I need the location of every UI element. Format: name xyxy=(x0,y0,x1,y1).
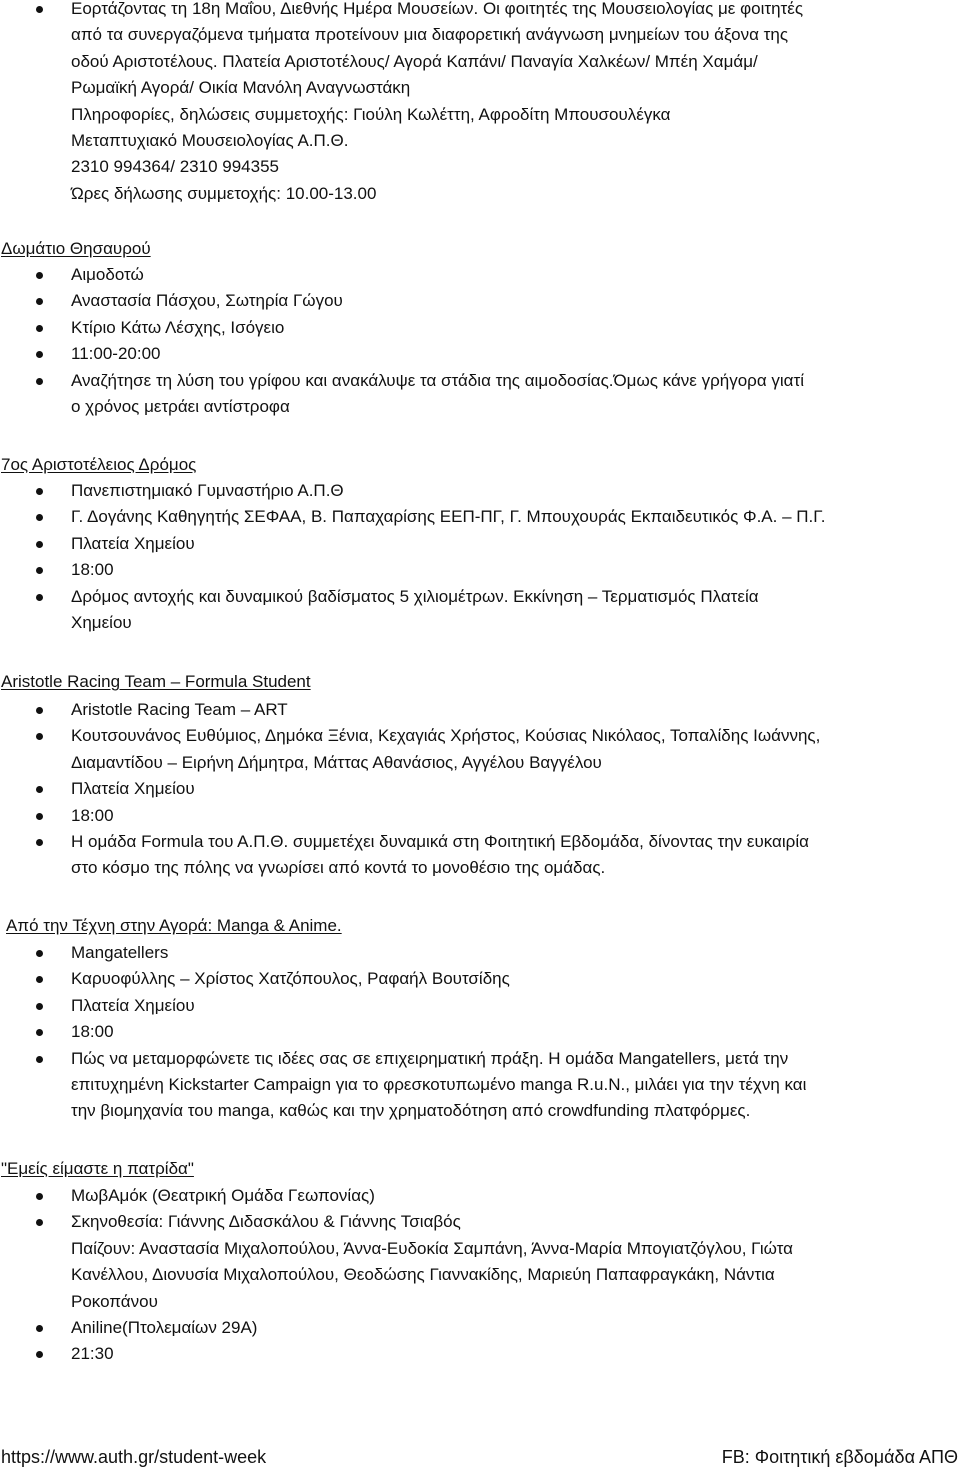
list-item-text: Κουτσουνάνος Ευθύμιος, Δημόκα Ξένια, Κεχαγιάς Χρήστος, Κούσιας Νικόλαος, Τοπαλίδης Ιωάννης, xyxy=(71,726,821,746)
bullet-icon xyxy=(36,813,43,820)
bullet-icon xyxy=(36,1351,43,1358)
list-item xyxy=(0,504,960,530)
bullet-icon xyxy=(36,733,43,740)
intro-block xyxy=(0,0,960,207)
list-item-text: Πώς να μεταμορφώνετε τις ιδέες σας σε επιχειρηματική πράξη. Η ομάδα Mangatellers, μετά την xyxy=(71,1048,789,1068)
list-item-text: Κτίριο Κάτω Λέσχης, Ισόγειο xyxy=(71,317,285,337)
info-hours: Ώρες δήλωσης συμμετοχής: 10.00-13.00 xyxy=(71,183,377,203)
list-item-text: Παίζουν: Αναστασία Μιχαλοπούλου, Άννα-Ευδοκία Σαμπάνη, Άννα-Μαρία Μπογιατζόγλου, Γιώτα xyxy=(71,1238,793,1258)
intro-text-line: Εορτάζοντας τη 18η Μαΐου, Διεθνής Ημέρα Μουσείων. Οι φοιτητές της Μουσειολογίας με φοιτητές xyxy=(71,0,804,18)
list-item-text: ο χρόνος μετράει αντίστροφα xyxy=(71,397,290,417)
list-item-text: Πλατεία Χημείου xyxy=(71,779,195,799)
bullet-icon xyxy=(36,1219,43,1226)
list-item xyxy=(0,1341,960,1367)
list-item-text: Καρυοφύλλης – Χρίστος Χατζόπουλος, Ραφαήλ Βουτσίδης xyxy=(71,969,510,989)
section-list xyxy=(0,478,960,636)
section-heading: Aristotle Racing Team – Formula Student xyxy=(1,672,311,691)
bullet-icon xyxy=(36,594,43,601)
section-heading: 7ος Αριστοτέλειος Δρόμος xyxy=(1,455,197,474)
list-item xyxy=(0,478,960,504)
list-item-text: Πλατεία Χημείου xyxy=(71,533,195,553)
bullet-icon xyxy=(36,950,43,957)
list-item-text: Διαμαντίδου – Ειρήνη Δήμητρα, Μάττας Αθανάσιος, Αγγέλου Βαγγέλου xyxy=(71,752,602,772)
list-item-text: στο κόσμο της πόλης να γνωρίσει από κοντά το μονοθέσιο της ομάδας. xyxy=(71,858,606,878)
section-heading: "Εμείς είμαστε η πατρίδα" xyxy=(1,1159,194,1178)
list-item xyxy=(0,531,960,557)
list-item xyxy=(0,557,960,583)
list-item xyxy=(0,1209,960,1315)
list-item-text: 11:00-20:00 xyxy=(71,344,161,364)
list-item xyxy=(0,803,960,829)
list-item-text: την βιομηχανία του manga, καθώς και την χρηματοδότηση από crowdfunding πλατφόρμες. xyxy=(71,1101,751,1121)
list-item xyxy=(0,584,960,637)
bullet-icon xyxy=(36,272,43,279)
bullet-icon xyxy=(36,514,43,521)
list-item-text: 21:30 xyxy=(71,1344,114,1364)
intro-list-item xyxy=(0,0,960,102)
bullet-icon xyxy=(36,6,43,13)
list-item xyxy=(0,1019,960,1045)
list-item-text: ΜωβΑμόκ (Θεατρική Ομάδα Γεωπονίας) xyxy=(71,1186,375,1205)
intro-text-line: από τα συνεργαζόμενα τμήματα προτείνουν μια διαφορετική ανάγνωση μνημείων του άξονα της xyxy=(71,25,789,45)
list-item xyxy=(0,829,960,882)
list-item-text: Πλατεία Χημείου xyxy=(71,995,195,1015)
bullet-icon xyxy=(36,839,43,846)
list-item xyxy=(0,368,960,421)
list-item xyxy=(0,288,960,314)
bullet-icon xyxy=(36,298,43,305)
section-heading: Δωμάτιο Θησαυρού xyxy=(1,239,151,258)
page-footer xyxy=(0,1444,960,1470)
list-item-text: Κανέλλου, Διονυσία Μιχαλοπούλου, Θεοδώσης Γιαννακίδης, Μαριεύη Παπαφραγκάκη, Νάντια xyxy=(71,1265,775,1285)
list-item-text: Aristotle Racing Team – ART xyxy=(71,700,288,719)
list-item xyxy=(0,993,960,1019)
section-heading: Από την Τέχνη στην Αγορά: Manga & Anime. xyxy=(6,916,342,935)
list-item-text: Πανεπιστημιακό Γυμναστήριο Α.Π.Θ xyxy=(71,481,344,500)
list-item xyxy=(0,966,960,992)
list-item-text: Ροκοπάνου xyxy=(71,1291,158,1311)
bullet-icon xyxy=(36,707,43,714)
bullet-icon xyxy=(36,1325,43,1332)
list-item-text: Αναζήτησε τη λύση του γρίφου και ανακάλυψε τα στάδια της αιμοδοσίας.Όμως κάνε γρήγορα γιατί xyxy=(71,370,804,390)
bullet-icon xyxy=(36,1193,43,1200)
intro-text-line: οδού Αριστοτέλους. Πλατεία Αριστοτέλους/ Αγορά Καπάνι/ Παναγία Χαλκέων/ Μπέη Χαμάμ/ xyxy=(71,51,758,71)
list-item-text: Η ομάδα Formula του Α.Π.Θ. συμμετέχει δυναμικά στη Φοιτητική Εβδομάδα, δίνοντας την ευκαιρία xyxy=(71,832,809,852)
list-item-text: 18:00 xyxy=(71,1022,114,1042)
info-department: Μεταπτυχιακό Μουσειολογίας Α.Π.Θ. xyxy=(71,131,349,151)
bullet-icon xyxy=(36,567,43,574)
list-item-text: Γ. Δογάνης Καθηγητής ΣΕΦΑΑ, Β. Παπαχαρίσης ΕΕΠ-ΠΓ, Γ. Μπουχουράς Εκπαιδευτικός Φ.Α. – Π.Γ. xyxy=(71,507,826,527)
list-item xyxy=(0,1183,960,1209)
list-item xyxy=(0,723,960,776)
list-item xyxy=(0,341,960,367)
bullet-icon xyxy=(36,1003,43,1010)
footer-url-link[interactable]: https://www.auth.gr/student-week xyxy=(1,1447,267,1467)
list-item xyxy=(0,1046,960,1125)
list-item xyxy=(0,776,960,802)
list-item xyxy=(0,940,960,966)
bullet-icon xyxy=(36,378,43,385)
bullet-icon xyxy=(36,1029,43,1036)
intro-text-line: Ρωμαϊκή Αγορά/ Οικία Μανόλη Αναγνωστάκη xyxy=(71,78,411,98)
bullet-icon xyxy=(36,488,43,495)
list-item-text: Σκηνοθεσία: Γιάννης Διδασκάλου & Γιάννης Τσιαβός xyxy=(71,1212,461,1232)
info-contacts: Πληροφορίες, δηλώσεις συμμετοχής: Γιούλη Κωλέττη, Αφροδίτη Μπουσουλέγκα xyxy=(71,104,671,124)
list-item-text: Αναστασία Πάσχου, Σωτηρία Γώγου xyxy=(71,291,343,311)
list-item-text: επιτυχημένη Kickstarter Campaign για το φρεσκοτυπωμένο manga R.u.N., μιλάει για την τέχνη και xyxy=(71,1075,807,1095)
bullet-icon xyxy=(36,1056,43,1063)
list-item xyxy=(0,697,960,723)
list-item-text: 18:00 xyxy=(71,560,114,580)
list-item xyxy=(0,315,960,341)
bullet-icon xyxy=(36,541,43,548)
bullet-icon xyxy=(36,351,43,358)
section-list xyxy=(0,697,960,882)
list-item-text: Αιμοδοτώ xyxy=(71,265,144,284)
footer-facebook: FB: Φοιτητική εβδομάδα ΑΠΘ xyxy=(721,1447,958,1467)
list-item-text: Mangatellers xyxy=(71,943,169,962)
bullet-icon xyxy=(36,325,43,332)
list-item-text: Aniline(Πτολεμαίων 29Α) xyxy=(71,1318,258,1338)
list-item xyxy=(0,1315,960,1341)
section-list xyxy=(0,940,960,1125)
info-phone: 2310 994364/ 2310 994355 xyxy=(71,157,279,177)
list-item-text: Δρόμος αντοχής και δυναμικού βαδίσματος 5 χιλιομέτρων. Εκκίνηση – Τερματισμός Πλατεία xyxy=(71,586,759,606)
section-list xyxy=(0,1183,960,1368)
list-item-text: Χημείου xyxy=(71,613,132,633)
list-item xyxy=(0,262,960,288)
section-list xyxy=(0,262,960,420)
bullet-icon xyxy=(36,786,43,793)
list-item-text: 18:00 xyxy=(71,805,114,825)
bullet-icon xyxy=(36,976,43,983)
